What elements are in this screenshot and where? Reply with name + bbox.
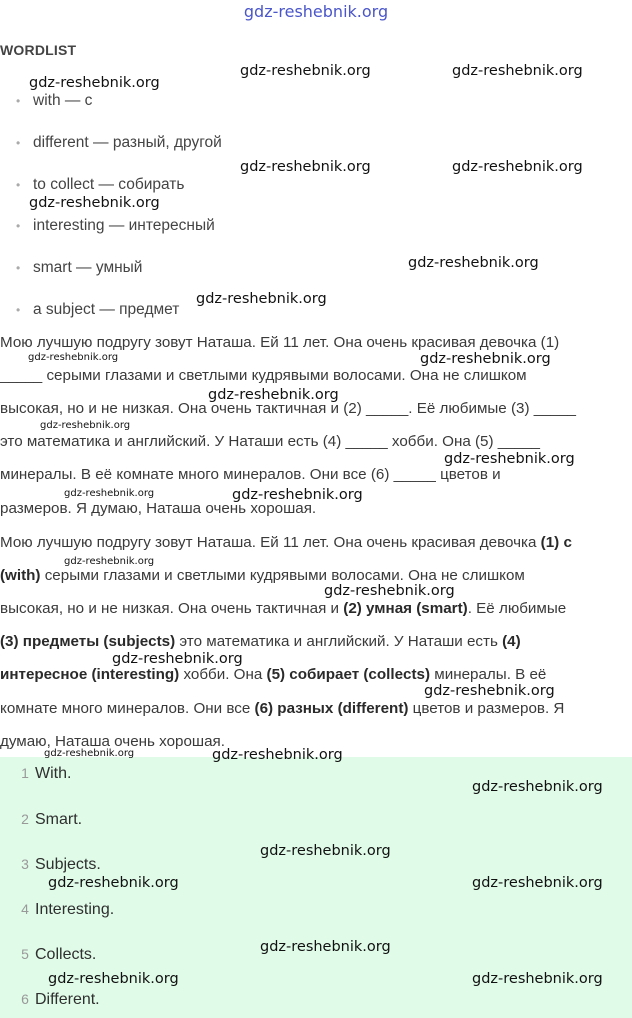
answer-text: Interesting. — [35, 901, 115, 918]
watermark: gdz-reshebnik.org — [48, 875, 179, 891]
solution-line — [0, 631, 521, 653]
answer-text: Subjects. — [35, 856, 101, 873]
answer-highlight: (3) предметы (subjects) — [0, 633, 176, 650]
solution-line — [0, 598, 566, 620]
watermark: gdz-reshebnik.org — [40, 420, 131, 431]
watermark: gdz-reshebnik.org — [29, 195, 160, 211]
answer-text: Different. — [35, 991, 100, 1008]
task-line: это математика и английский. У Наташи есть (4) _____ хобби. Она (5) _____ — [0, 433, 541, 450]
solution-text: серыми глазами и светлыми кудрявыми волосами. Она не слишком — [40, 567, 525, 584]
watermark: gdz-reshebnik.org — [452, 159, 583, 175]
answer-text: Collects. — [35, 946, 97, 963]
watermark: gdz-reshebnik.org — [64, 556, 155, 567]
watermark: gdz-reshebnik.org — [408, 255, 539, 271]
watermark: gdz-reshebnik.org — [240, 159, 371, 175]
task-line: _____ серыми глазами и светлыми кудрявыми волосами. Она не слишком — [0, 367, 527, 384]
answer-number: 2 — [21, 811, 29, 827]
watermark: gdz-reshebnik.org — [424, 683, 555, 699]
watermark: gdz-reshebnik.org — [240, 63, 371, 79]
answer-number: 3 — [21, 856, 29, 872]
wordlist-item — [16, 259, 142, 277]
wordlist-item — [16, 217, 215, 235]
task-line: Мою лучшую подругу зовут Наташа. Ей 11 лет. Она очень красивая девочка (1) — [0, 334, 560, 351]
watermark: gdz-reshebnik.org — [212, 747, 343, 763]
answer-item — [0, 991, 100, 1009]
answer-number: 1 — [21, 765, 29, 781]
solution-text: минералы. В её — [430, 666, 547, 683]
solution-line — [0, 698, 564, 720]
answer-highlight: (2) умная (smart) — [343, 600, 468, 617]
bullet-icon: • — [16, 136, 21, 150]
solution-line: думаю, Наташа очень хорошая. — [0, 733, 225, 750]
answer-number: 4 — [21, 901, 29, 917]
wordlist-item-text: with — с — [33, 92, 93, 109]
answer-highlight: (5) собирает (collects) — [266, 666, 431, 683]
task-line: минералы. В её комнате много минералов. Они все (6) _____ цветов и — [0, 466, 501, 483]
task-line: высокая, но и не низкая. Она очень тактичная и (2) _____. Её любимые (3) _____ — [0, 400, 576, 417]
watermark: gdz-reshebnik.org — [452, 63, 583, 79]
answer-item — [0, 765, 71, 783]
answer-highlight: (6) разных (different) — [254, 700, 409, 717]
answer-text: Smart. — [35, 811, 83, 828]
site-header[interactable]: gdz-reshebnik.org — [243, 2, 389, 21]
bullet-icon: • — [16, 219, 21, 233]
watermark: gdz-reshebnik.org — [64, 488, 155, 499]
watermark: gdz-reshebnik.org — [232, 487, 363, 503]
wordlist-item-text: a subject — предмет — [33, 301, 180, 318]
solution-text: Мою лучшую подругу зовут Наташа. Ей 11 лет. Она очень красивая девочка — [0, 534, 541, 551]
answer-item — [0, 946, 96, 964]
solution-text: комнате много минералов. Они все — [0, 700, 255, 717]
watermark: gdz-reshebnik.org — [44, 748, 135, 759]
watermark: gdz-reshebnik.org — [48, 971, 179, 987]
watermark: gdz-reshebnik.org — [208, 387, 339, 403]
wordlist-item-text: interesting — интересный — [33, 217, 215, 234]
watermark: gdz-reshebnik.org — [324, 583, 455, 599]
bullet-icon: • — [16, 94, 21, 108]
answer-number: 6 — [21, 991, 29, 1007]
solution-text: хобби. Она — [179, 666, 267, 683]
wordlist-item — [16, 176, 184, 194]
wordlist-item — [16, 92, 92, 110]
solution-text: высокая, но и не низкая. Она очень тактичная и — [0, 600, 344, 617]
watermark: gdz-reshebnik.org — [196, 291, 327, 307]
wordlist-item-text: to collect — собирать — [33, 176, 185, 193]
watermark: gdz-reshebnik.org — [444, 451, 575, 467]
wordlist-title: WORDLIST — [0, 42, 77, 58]
watermark: gdz-reshebnik.org — [260, 939, 391, 955]
task-line: размеров. Я думаю, Наташа очень хорошая. — [0, 500, 317, 517]
wordlist-item-text: different — разный, другой — [33, 134, 222, 151]
answer-highlight: интересное (interesting) — [0, 666, 180, 683]
wordlist-item — [16, 134, 222, 152]
solution-line — [0, 532, 572, 554]
answer-text: With. — [35, 765, 72, 782]
bullet-icon: • — [16, 261, 21, 275]
bullet-icon: • — [16, 303, 21, 317]
answer-highlight: (4) — [502, 633, 521, 650]
solution-text: это математика и английский. У Наташи есть — [175, 633, 503, 650]
answer-number: 5 — [21, 946, 29, 962]
solution-text: . Её любимые — [467, 600, 567, 617]
watermark: gdz-reshebnik.org — [472, 875, 603, 891]
watermark: gdz-reshebnik.org — [112, 651, 243, 667]
answer-item — [0, 901, 114, 919]
wordlist-item — [16, 301, 179, 319]
answer-item — [0, 811, 82, 829]
watermark: gdz-reshebnik.org — [29, 75, 160, 91]
bullet-icon: • — [16, 178, 21, 192]
answer-item — [0, 856, 101, 874]
answer-highlight: (1) с — [540, 534, 572, 551]
watermark: gdz-reshebnik.org — [420, 351, 551, 367]
watermark: gdz-reshebnik.org — [28, 352, 119, 363]
watermark: gdz-reshebnik.org — [472, 779, 603, 795]
watermark: gdz-reshebnik.org — [472, 971, 603, 987]
answer-highlight: (with) — [0, 567, 41, 584]
watermark: gdz-reshebnik.org — [260, 843, 391, 859]
wordlist-item-text: smart — умный — [33, 259, 143, 276]
solution-text: цветов и размеров. Я — [408, 700, 565, 717]
